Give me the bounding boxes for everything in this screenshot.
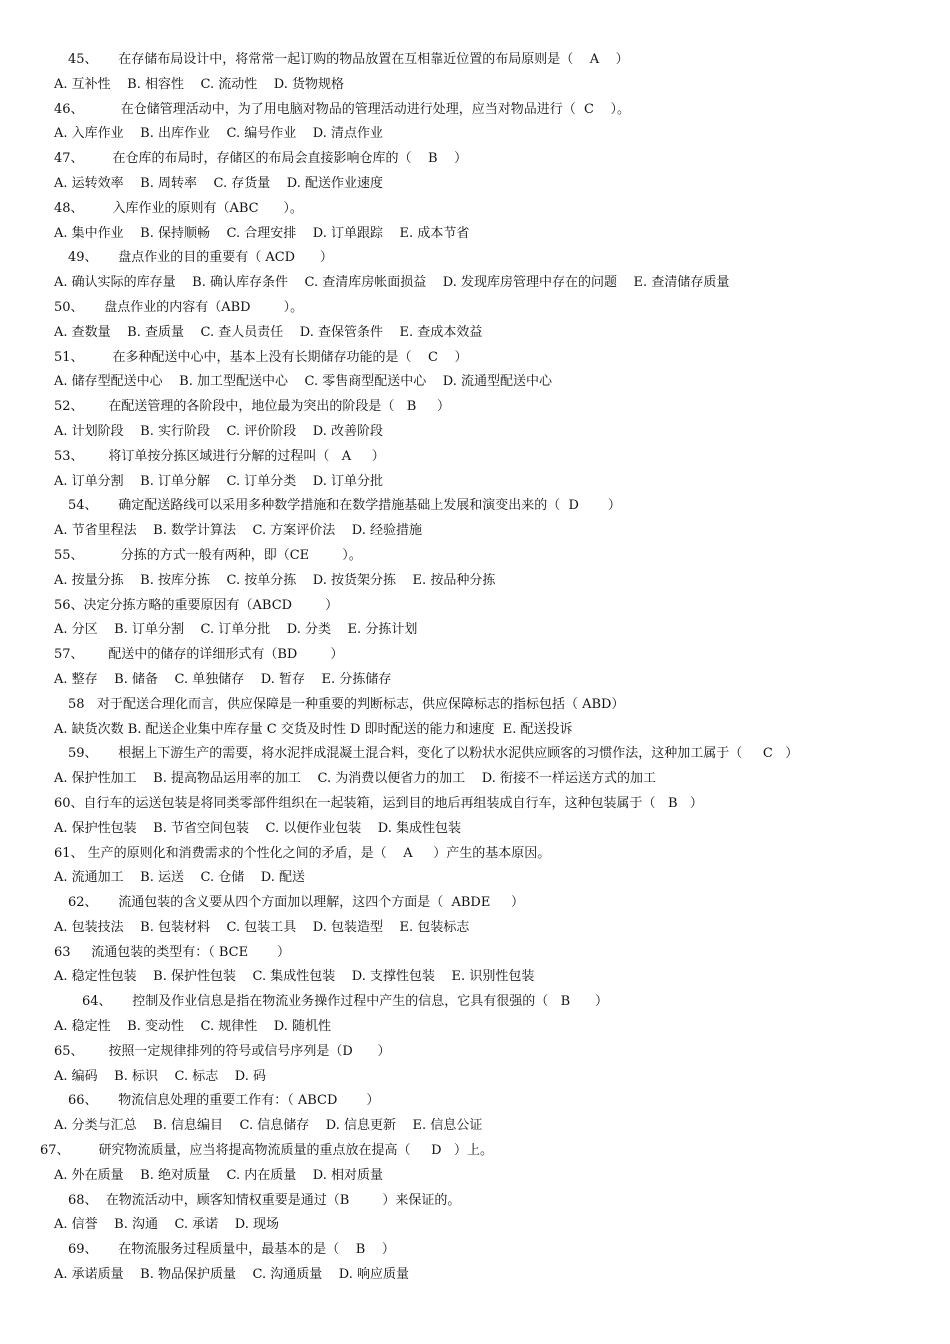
text-line: 47、 在仓库的布局时，存储区的布局会直接影响仓库的（ B ） [54,151,468,167]
text-line: A. 整存 B. 储备 C. 单独储存 D. 暂存 E. 分拣储存 [54,671,392,687]
text-line: 63 流通包装的类型有：（ BCE ） [54,944,290,960]
text-line: A. 订单分割 B. 订单分解 C. 订单分类 D. 订单分批 [54,473,384,489]
text-line: 64、 控制及作业信息是指在物流业务操作过程中产生的信息，它具有很强的（ B ） [82,994,608,1010]
text-line: A. 编码 B. 标识 C. 标志 D. 码 [54,1068,267,1084]
text-line: 53、 将订单按分拣区域进行分解的过程叫（ A ） [54,448,385,464]
text-line: 60、自行车的运送包装是将同类零部件组织在一起装箱，运到目的地后再组装成自行车，这种包装属于（ B ） [54,795,703,811]
text-line: 55、 分拣的方式一般有两种，即（CE ）。 [54,547,362,563]
text-line: A. 分类与汇总 B. 信息编目 C. 信息储存 D. 信息更新 E. 信息公证 [54,1118,483,1134]
text-line: 57、 配送中的储存的详细形式有（BD ） [54,647,344,663]
text-line: A. 确认实际的库存量 B. 确认库存条件 C. 查清库房帐面损益 D. 发现库房管理中存在的问题 E. 查清储存质量 [54,275,730,291]
text-line: A. 稳定性包装 B. 保护性包装 C. 集成性包装 D. 支撑性包装 E. 识别性包装 [54,969,535,985]
text-line: 59、 根据上下游生产的需要，将水泥拌成混凝土混合料，变化了以粉状水泥供应顾客的习惯作法，这种加工属于（ C ） [68,746,799,762]
text-line: 52、 在配送管理的各阶段中，地位最为突出的阶段是（ B ） [54,399,450,415]
text-line: A. 入库作业 B. 出库作业 C. 编号作业 D. 清点作业 [54,126,384,142]
text-line: A. 流通加工 B. 运送 C. 仓储 D. 配送 [54,870,306,886]
text-line: A. 保护性加工 B. 提高物品运用率的加工 C. 为消费以便省力的加工 D. 衔接不一样运送方式的加工 [54,771,657,787]
text-line: 46、 在仓储管理活动中，为了用电脑对物品的管理活动进行处理，应当对物品进行（ C ）。 [54,101,630,117]
text-line: A. 缺货次数 B. 配送企业集中库存量 C 交货及时性 D 即时配送的能力和速度 E. 配送投诉 [54,721,573,737]
text-line: A. 保护性包装 B. 节省空间包装 C. 以便作业包装 D. 集成性包装 [54,820,462,836]
text-line: 45、 在存储布局设计中，将常常一起订购的物品放置在互相靠近位置的布局原则是（ A ） [68,52,629,67]
text-line: A. 查数量 B. 查质量 C. 查人员责任 D. 查保管条件 E. 查成本效益 [54,324,483,340]
text-line: 66、 物流信息处理的重要工作有：（ ABCD ） [68,1093,380,1109]
text-line: A. 互补性 B. 相容性 C. 流动性 D. 货物规格 [54,76,345,92]
text-line: 58 对于配送合理化而言，供应保障是一种重要的判断标志，供应保障标志的指标包括（ ABD） [68,696,625,712]
text-line: A. 节省里程法 B. 数学计算法 C. 方案评价法 D. 经验措施 [54,523,423,539]
text-line: 50、 盘点作业的内容有（ABD ）。 [54,299,304,315]
text-line: 49、 盘点作业的目的重要有（ ACD ） [68,250,333,266]
text-line: A. 承诺质量 B. 物品保护质量 C. 沟通质量 D. 响应质量 [54,1267,410,1283]
text-line: A. 计划阶段 B. 实行阶段 C. 评价阶段 D. 改善阶段 [54,423,384,439]
text-line: 68、 在物流活动中，顾客知情权重要是通过（B ）来保证的。 [68,1192,461,1208]
text-line: 65、 按照一定规律排列的符号或信号序列是（D ） [54,1043,391,1059]
text-line: 56、决定分拣方略的重要原因有（ABCD ） [54,597,339,613]
text-line: 69、 在物流服务过程质量中，最基本的是（ B ） [68,1242,395,1258]
document-page [0,48,950,1288]
text-line: 61、 生产的原则化和消费需求的个性化之间的矛盾，是（ A ）产生的基本原因。 [54,845,551,861]
text-line: A. 按量分拣 B. 按库分拣 C. 按单分拣 D. 按货架分拣 E. 按品种分拣 [54,572,496,588]
text-line: A. 分区 B. 订单分割 C. 订单分批 D. 分类 E. 分拣计划 [54,622,418,638]
text-line: 51、 在多种配送中心中，基本上没有长期储存功能的是（ C ） [54,349,468,365]
text-line: A. 集中作业 B. 保持顺畅 C. 合理安排 D. 订单跟踪 E. 成本节省 [54,225,470,241]
text-line: A. 储存型配送中心 B. 加工型配送中心 C. 零售商型配送中心 D. 流通型配送中心 [54,374,553,390]
text-line: 67、 研究物流质量，应当将提高物流质量的重点放在提高（ D ）上。 [40,1143,493,1159]
text-line: 48、 入库作业的原则有（ABC ）。 [54,200,303,216]
text-line: A. 外在质量 B. 绝对质量 C. 内在质量 D. 相对质量 [54,1167,384,1183]
text-line: 54、 确定配送路线可以采用多种数学措施和在数学措施基础上发展和演变出来的（ D ） [68,498,621,514]
text-line: A. 稳定性 B. 变动性 C. 规律性 D. 随机性 [54,1019,332,1035]
text-line: 62、 流通包装的含义要从四个方面加以理解，这四个方面是（ ABDE ） [68,895,524,911]
text-line: A. 包装技法 B. 包装材料 C. 包装工具 D. 包装造型 E. 包装标志 [54,919,470,935]
text-line: A. 运转效率 B. 周转率 C. 存货量 D. 配送作业速度 [54,175,384,191]
text-line: A. 信誉 B. 沟通 C. 承诺 D. 现场 [54,1217,280,1233]
